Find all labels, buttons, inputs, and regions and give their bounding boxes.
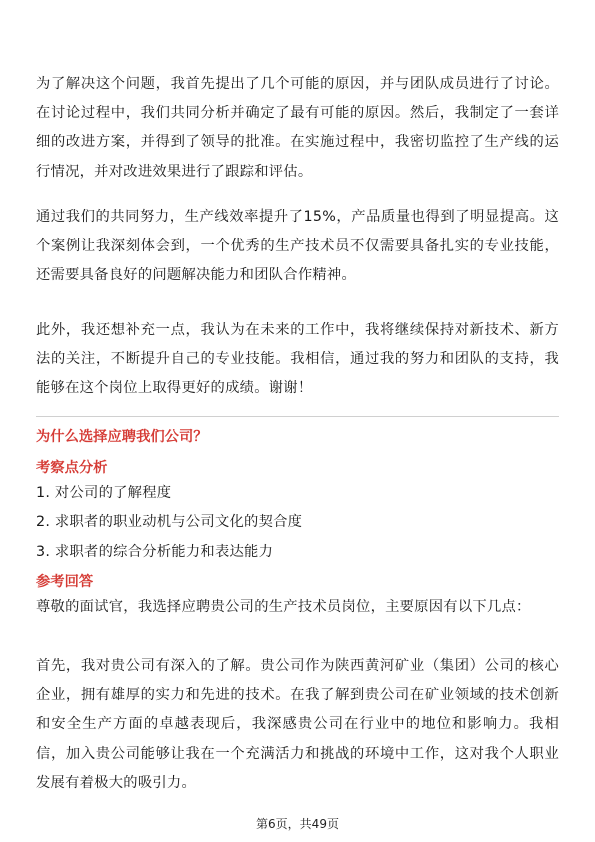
body-paragraph: 通过我们的共同努力，生产线效率提升了15%，产品质量也得到了明显提高。这个案例让我深刻体会到，一个优秀的生产技术员不仅需要具备扎实的专业技能，还需要具备良好的问题解决能力和团队合作精神。 xyxy=(36,209,559,284)
answer-paragraph: 首先，我对贵公司有深入的了解。贵公司作为陕西黄河矿业（集团）公司的核心企业，拥有雄厚的实力和先进的技术。在我了解到贵公司在矿业领域的技术创新和安全生产方面的卓越表现后，我深感贵公司在行业中的地位和影响力。我相信，加入贵公司能够让我在一个充满活力和挑战的环境中工作，这对我个人职业发展有着极大的吸引力。 xyxy=(36,658,559,791)
section-divider xyxy=(36,416,559,417)
question-title: 为什么选择应聘我们公司？ xyxy=(36,429,208,445)
analysis-heading: 考察点分析 xyxy=(36,460,108,476)
analysis-item: 3. 求职者的综合分析能力和表达能力 xyxy=(36,544,274,560)
analysis-item: 2. 求职者的职业动机与公司文化的契合度 xyxy=(36,514,303,530)
body-paragraph: 为了解决这个问题，我首先提出了几个可能的原因，并与团队成员进行了讨论。在讨论过程中，我们共同分析并确定了最有可能的原因。然后，我制定了一套详细的改进方案，并得到了领导的批准。在实施过程中，我密切监控了生产线的运行情况，并对改进效果进行了跟踪和评估。 xyxy=(36,76,559,180)
body-paragraph: 此外，我还想补充一点，我认为在未来的工作中，我将继续保持对新技术、新方法的关注，不断提升自己的专业技能。我相信，通过我的努力和团队的支持，我能够在这个岗位上取得更好的成绩。谢谢！ xyxy=(36,322,559,397)
page-number: 第6页，共49页 xyxy=(256,817,339,831)
answer-intro: 尊敬的面试官，我选择应聘贵公司的生产技术员岗位，主要原因有以下几点： xyxy=(36,599,531,615)
answer-heading: 参考回答 xyxy=(36,574,94,590)
analysis-item: 1. 对公司的了解程度 xyxy=(36,485,172,501)
